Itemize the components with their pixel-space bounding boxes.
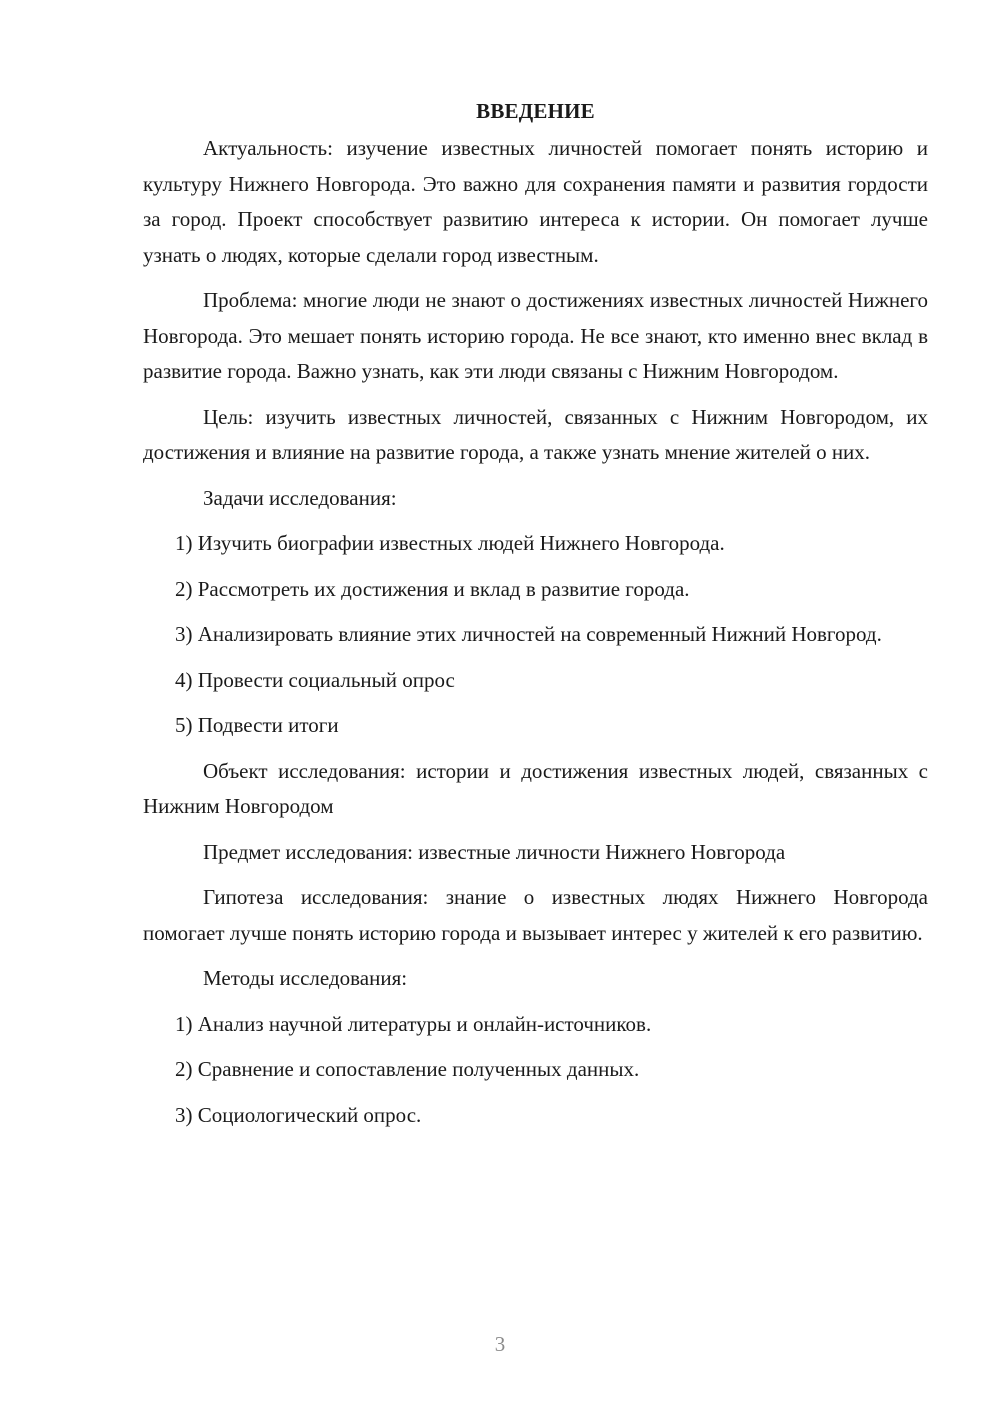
hypothesis-paragraph: Гипотеза исследования: знание о известных людях Нижнего Новгорода помогает лучше понять историю города и вызывает интерес у жителей к его развитию. [143,885,928,945]
problem-paragraph: Проблема: многие люди не знают о достижениях известных личностей Нижнего Новгорода. Это мешает понять историю города. Не все знают, кто именно внес вклад в развитие города. Важно узнать, как эти люди связаны с Нижним Новгородом. [143,288,928,383]
methods-label: Методы исследования: [203,966,408,990]
task-item-3: 3) Анализировать влияние этих личностей на современный Нижний Новгород. [175,622,882,646]
section-heading: ВВЕДЕНИЕ [476,99,595,123]
object-paragraph: Объект исследования: истории и достижения известных людей, связанных с Нижним Новгородом [143,758,928,818]
subject-paragraph: Предмет исследования: известные личности Нижнего Новгорода [203,839,786,864]
method-item-3: 3) Социологический опрос. [175,1102,422,1127]
method-item-1: 1) Анализ научной литературы и онлайн-источников. [175,1011,652,1036]
task-item-2: 2) Рассмотреть их достижения и вклад в развитие города. [175,576,690,601]
task-item-1: 1) Изучить биографии известных людей Нижнего Новгорода. [175,531,725,555]
goal-paragraph: Цель: изучить известных личностей, связанных с Нижним Новгородом, их достижения и влияние на развитие города, а также узнать мнение жителей о них. [143,404,928,464]
page-number: 3 [494,1332,506,1356]
tasks-label: Задачи исследования: [203,485,397,510]
task-item-4: 4) Провести социальный опрос [175,667,455,692]
document-page [143,95,928,1143]
method-item-2: 2) Сравнение и сопоставление полученных данных. [175,1057,640,1081]
relevance-paragraph: Актуальность: изучение известных личностей помогает понять историю и культуру Нижнего Новгорода. Это важно для сохранения памяти и развития гордости за город. Проект способствует развитию интереса к истории. Он помогает лучше узнать о людях, которые сделали город известным. [143,136,928,267]
task-item-5: 5) Подвести итоги [175,713,339,737]
